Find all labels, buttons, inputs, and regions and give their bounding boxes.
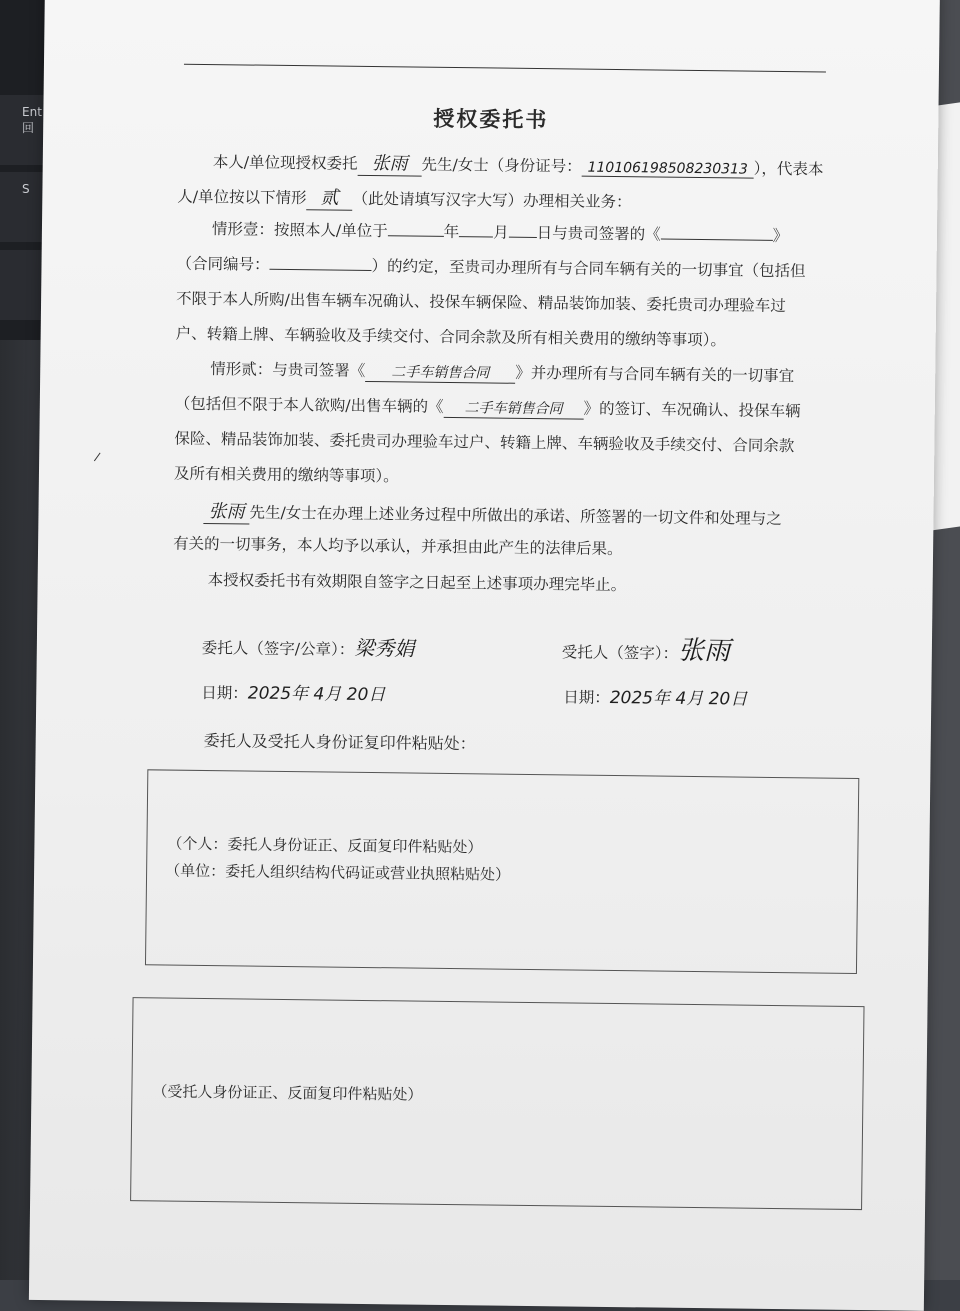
- text: 年: [443, 222, 460, 242]
- p1-line2: [177, 182, 632, 215]
- authorization-letter: [29, 0, 940, 1301]
- text: 人/单位按以下情形: [177, 187, 307, 208]
- case2-line4: 及所有相关费用的缴纳等事项）。: [173, 464, 399, 486]
- box2-line1: （受托人身份证正、反面复印件粘贴处）: [152, 1082, 423, 1104]
- principal-date-row: [201, 678, 385, 705]
- agent-date-row: [563, 682, 747, 709]
- text: 情形贰：与贵司签署《: [210, 360, 366, 380]
- case-choice-field: 贰: [306, 183, 352, 211]
- text: （包括但不限于本人欲购/出售车辆的《: [174, 394, 444, 416]
- agent-id-paste-box: [130, 997, 864, 1210]
- p3-line2: 有关的一切事务，本人均予以承认，并承担由此产生的法律后果。: [173, 534, 623, 559]
- contract-number-blank: [269, 269, 371, 271]
- principal-date: 2025年 4月 20日: [247, 683, 386, 706]
- key-label: 回: [22, 121, 35, 135]
- agent-signature-row: [562, 628, 731, 667]
- p1-line1: [213, 147, 824, 181]
- text: ），代表本: [753, 159, 824, 179]
- text: 日与贵司签署的《: [536, 224, 661, 244]
- text: （合同编号：: [176, 254, 270, 274]
- text: （此处请填写汉字大写）办理相关业务：: [352, 189, 632, 212]
- case2-line3: 保险、精品装饰加装、委托贵司办理验车过户、转籍上牌、车辆验收及手续交付、合同余款: [174, 429, 795, 456]
- agent-name-field: 张雨: [357, 149, 421, 177]
- key-label: S: [22, 182, 30, 196]
- case1-line3: 不限于本人所购/出售车辆车况确认、投保车辆保险、精品装饰加装、委托贵司办理验车过: [176, 289, 786, 316]
- text: 》的签订、车况确认、投保车辆: [583, 399, 801, 421]
- contract-blank: [661, 239, 773, 241]
- case2-line1: [210, 357, 794, 387]
- text: 月: [493, 223, 509, 242]
- paper-sheet: [29, 0, 940, 1311]
- case2-line2: [175, 392, 801, 423]
- text: 先生/女士（身份证号：: [421, 155, 582, 176]
- month-blank: [459, 236, 493, 237]
- text: 》并办理所有与合同车辆有关的一切事宜: [515, 363, 795, 386]
- principal-signature: 梁秀娟: [354, 635, 415, 661]
- box1-line1: （个人：委托人身份证正、反面复印件粘贴处）: [167, 834, 483, 857]
- key-label: Ent: [22, 105, 42, 119]
- date-label: 日期：: [563, 688, 610, 707]
- text: 》: [772, 226, 789, 246]
- pen-mark: [94, 453, 106, 465]
- principal-label: 委托人（签字/公章）：: [201, 638, 355, 659]
- id-paste-heading: 委托人及受托人身份证复印件粘贴处：: [203, 730, 476, 754]
- day-blank: [509, 237, 537, 238]
- case1-line1: [212, 217, 789, 246]
- document-title: 授权委托书: [433, 106, 549, 133]
- text: 本人/单位现授权委托: [212, 153, 358, 173]
- validity-clause: 本授权委托书有效期限自签字之日起至上述事项办理完毕止。: [207, 571, 627, 595]
- box1-line2: （单位：委托人组织结构代码证或营业执照粘贴处）: [165, 861, 511, 884]
- case1-line2: [176, 252, 805, 282]
- agent-name-field-2: 张雨: [203, 497, 249, 525]
- principal-signature-row: [202, 630, 415, 662]
- year-blank: [388, 235, 444, 237]
- agent-signature: 张雨: [677, 635, 731, 667]
- p3-line1: [203, 497, 782, 531]
- top-rule: [184, 64, 826, 73]
- agent-label: 受托人（签字）：: [561, 643, 679, 663]
- text: 先生/女士在办理上述业务过程中所做出的承诺、所签署的一切文件和处理与之: [249, 503, 782, 529]
- contract-name-field-1: 二手车销售合同: [365, 361, 515, 384]
- agent-date: 2025年 4月 20日: [609, 687, 748, 710]
- case1-line4: 户、转籍上牌、车辆验收及手续交付、合同余款及所有相关费用的缴纳等事项）。: [175, 324, 727, 350]
- text: ）的约定，至贵司办理所有与合同车辆有关的一切事宜（包括但: [371, 257, 806, 281]
- text: 情形壹：按照本人/单位于: [211, 220, 388, 241]
- id-number-field: 110106198508230313: [582, 160, 754, 179]
- principal-id-paste-box: [145, 769, 859, 974]
- contract-name-field-2: 二手车销售合同: [443, 397, 583, 420]
- date-label: 日期：: [201, 683, 248, 703]
